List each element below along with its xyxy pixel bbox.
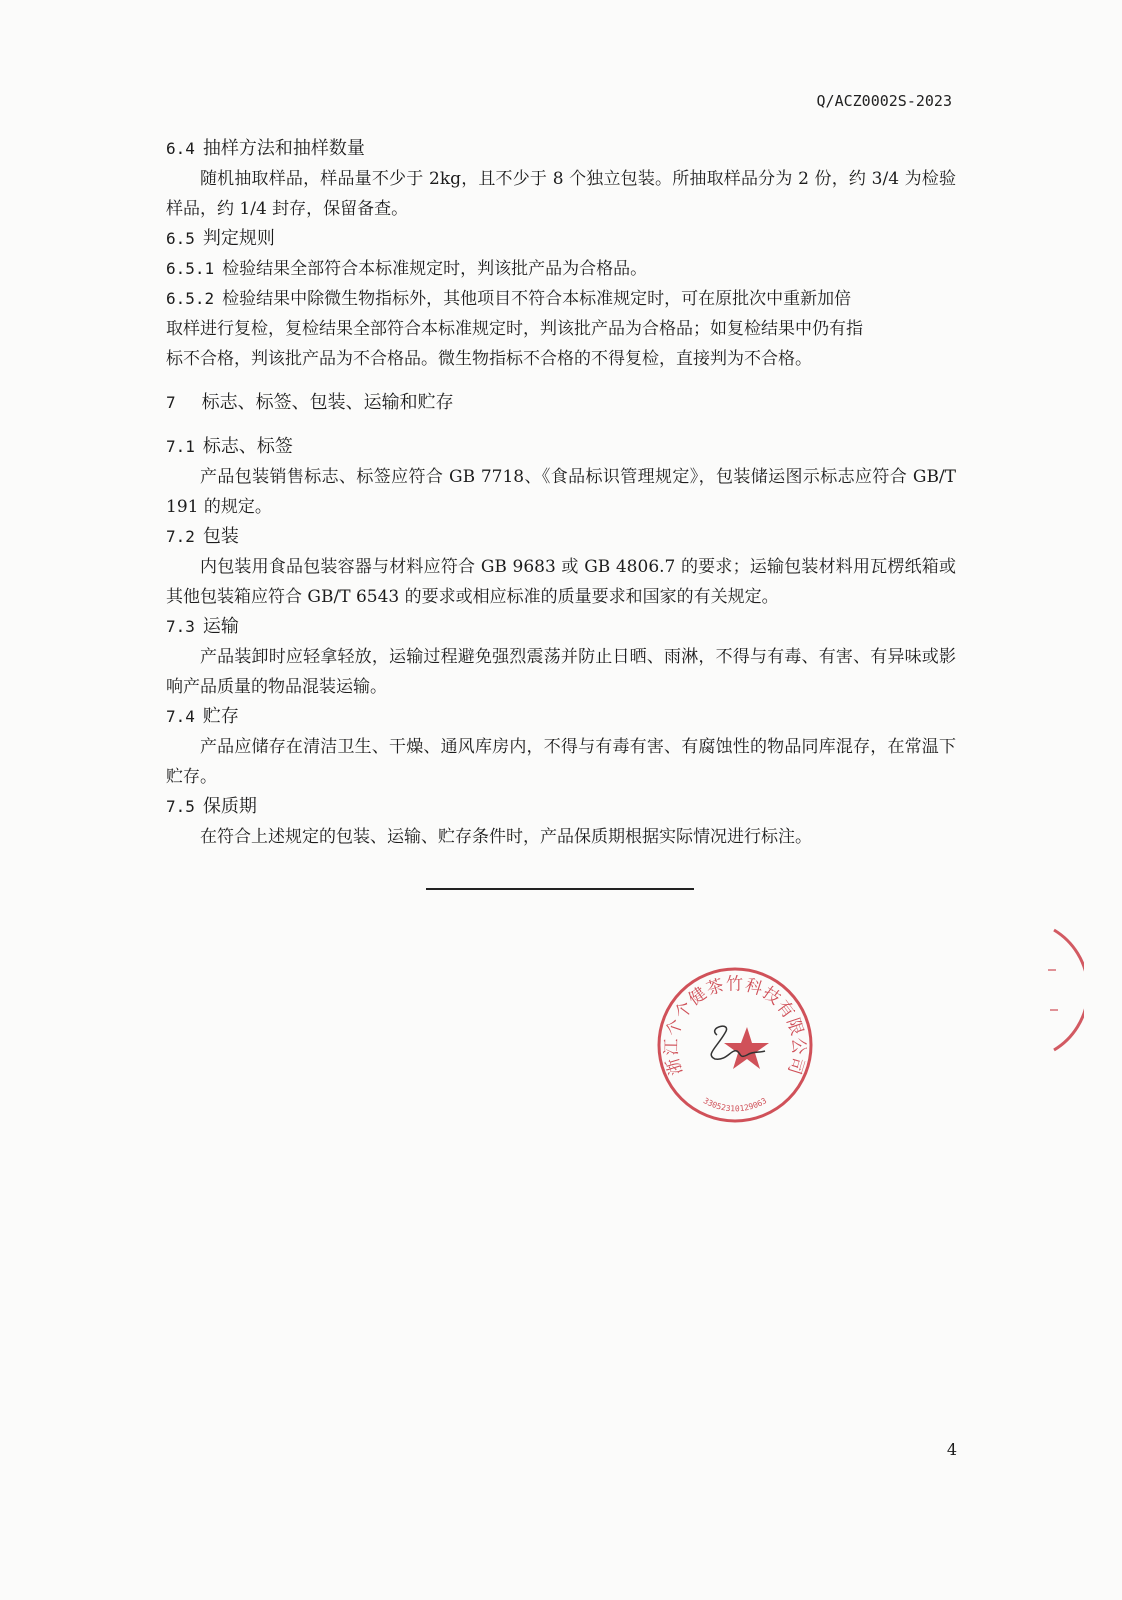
paragraph-transport: 产品装卸时应轻拿轻放，运输过程避免强烈震荡并防止日晒、雨淋，不得与有毒、有害、有异味或影响产品质量的物品混装运输。 xyxy=(166,647,956,697)
heading-6-5 xyxy=(166,224,956,254)
clause-text: 检验结果中除微生物指标外，其他项目不符合本标准规定时，可在原批次中重新加倍 xyxy=(222,289,852,309)
section-number: 7.4 xyxy=(166,707,195,726)
seal-company-text: 浙江个个健茶竹科技有限公司 xyxy=(661,974,809,1078)
seal-code-text: 3305231012906​3 xyxy=(701,1096,769,1114)
chapter-number: 7 xyxy=(166,393,176,412)
company-seal xyxy=(655,965,815,1125)
clause-6-5-1 xyxy=(166,254,956,284)
seal-star-icon xyxy=(724,1027,769,1069)
section-number: 7.2 xyxy=(166,527,195,546)
document-code: Q/ACZ0002S-2023 xyxy=(816,92,952,110)
clause-number: 6.5.2 xyxy=(166,289,215,308)
section-title: 标志、标签 xyxy=(202,436,293,457)
heading-7-2 xyxy=(166,522,956,552)
section-title: 保质期 xyxy=(202,796,257,817)
heading-7-3 xyxy=(166,612,956,642)
section-number: 6.5 xyxy=(166,229,195,248)
clause-6-5-2-line-2: 取样进行复检，复检结果全部符合本标准规定时，判该批产品为合格品；如复检结果中仍有指 xyxy=(166,319,863,339)
partial-seal-edge xyxy=(1044,925,1084,1055)
section-title: 判定规则 xyxy=(202,228,275,249)
clause-6-5-2-line-3: 标不合格，判该批产品为不合格品。微生物指标不合格的不得复检，直接判为不合格。 xyxy=(166,349,812,369)
section-title: 包装 xyxy=(202,526,239,547)
section-number: 7.3 xyxy=(166,617,195,636)
section-number: 6.4 xyxy=(166,139,195,158)
clause-number: 6.5.1 xyxy=(166,259,215,278)
document-body xyxy=(166,134,956,852)
section-title: 抽样方法和抽样数量 xyxy=(202,138,365,159)
page-number: 4 xyxy=(946,1440,957,1459)
clause-text: 检验结果全部符合本标准规定时，判该批产品为合格品。 xyxy=(222,259,648,279)
heading-7-5 xyxy=(166,792,956,822)
section-number: 7.5 xyxy=(166,797,195,816)
section-title: 运输 xyxy=(202,616,239,637)
end-rule xyxy=(426,888,694,890)
paragraph-labeling: 产品包装销售标志、标签应符合 GB 7718、《食品标识管理规定》，包装储运图示标志应符合 GB/T 191 的规定。 xyxy=(166,467,956,517)
section-number: 7.1 xyxy=(166,437,195,456)
chapter-title: 标志、标签、包装、运输和贮存 xyxy=(201,392,454,413)
heading-6-4 xyxy=(166,134,956,164)
heading-7-1 xyxy=(166,432,956,462)
paragraph-sampling: 随机抽取样品，样品量不少于 2kg，且不少于 8 个独立包装。所抽取样品分为 2 份，约 3/4 为检验样品，约 1/4 封存，保留备查。 xyxy=(166,169,956,219)
heading-7 xyxy=(166,388,956,418)
section-title: 贮存 xyxy=(202,706,239,727)
paragraph-shelf-life: 在符合上述规定的包装、运输、贮存条件时，产品保质期根据实际情况进行标注。 xyxy=(200,827,812,847)
paragraph-packaging: 内包装用食品包装容器与材料应符合 GB 9683 或 GB 4806.7 的要求；运输包装材料用瓦楞纸箱或其他包装箱应符合 GB/T 6543 的要求或相应标准的质量要求和国家的有关规定。 xyxy=(166,557,956,607)
heading-7-4 xyxy=(166,702,956,732)
clause-6-5-2-line-1 xyxy=(166,284,956,314)
paragraph-storage: 产品应储存在清洁卫生、干燥、通风库房内，不得与有毒有害、有腐蚀性的物品同库混存，在常温下贮存。 xyxy=(166,737,956,787)
svg-text:3305231012906​3 xyxy=(702,1096,769,1113)
